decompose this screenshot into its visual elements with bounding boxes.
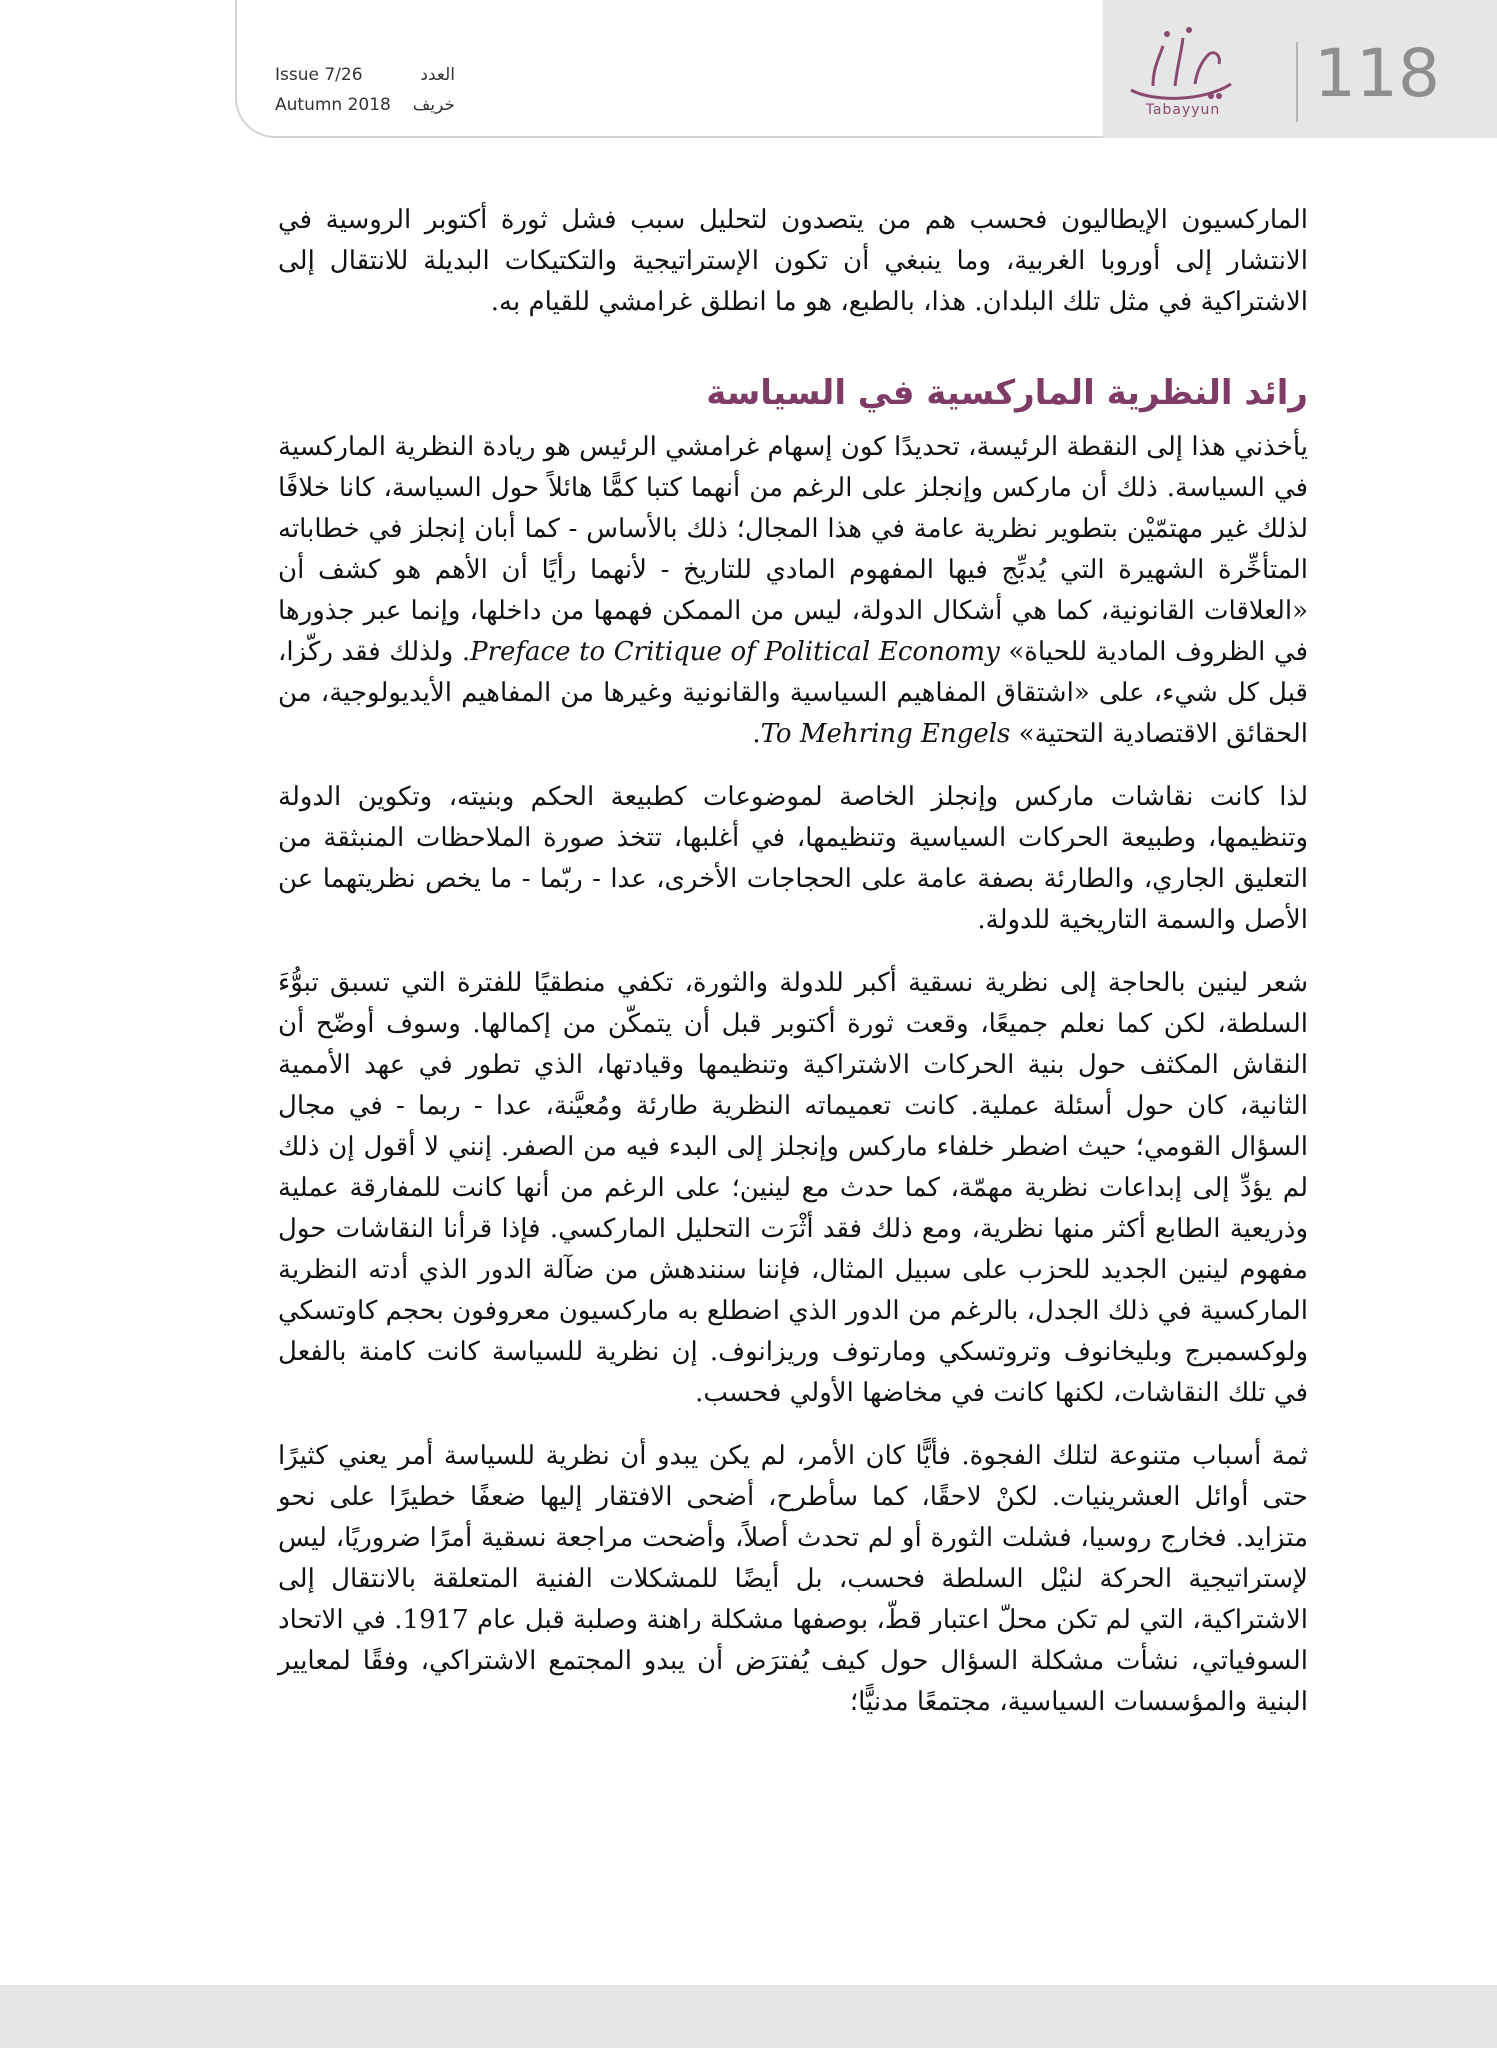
issue-row (275, 60, 455, 90)
article-body (278, 200, 1308, 1745)
intro-paragraph: الماركسيون الإيطاليون فحسب هم من يتصدون لتحليل سبب فشل ثورة أكتوبر الروسية في الانتشار إلى أوروبا الغربية، وما ينبغي أن تكون الإستراتيجية والتكتيكات البديلة للانتقال إلى الاشتراكية في مثل تلك البلدان. هذا، بالطبع، هو ما انطلق غرامشي للقيام به. (278, 205, 1308, 317)
paragraph-1-text: يأخذني هذا إلى النقطة الرئيسة، تحديدًا كون إسهام غرامشي الرئيس هو ريادة النظرية الماركسية في السياسة. ذلك أن ماركس وإنجلز على الرغم من أنهما كتبا كمًّا هائلاً حول السياسة، كانا خلافًا لذلك غير مهتمّيْن بتطوير نظرية عامة في هذا المجال؛ ذلك بالأساس - كما أبان إنجلز في خطاباته المتأخِّرة الشهيرة التي يُدبِّج فيها المفهوم المادي للتاريخ - لأنهما رأيًا أن الأهم هو كشف أن «العلاقات القانونية، كما هي أشكال الدولة، ليس من الممكن فهمها من داخلها، وإنما عبر جذورها في الظروف المادية للحياة» (278, 432, 1309, 667)
paragraph-1-end: . (752, 719, 761, 749)
paragraph-1-citation: Preface to Critique of Political Economy (470, 637, 1000, 667)
page-number-divider (1296, 42, 1298, 122)
tabayyun-logo-icon (1123, 24, 1243, 106)
page-number: 118 (1314, 35, 1440, 112)
paragraph-2: لذا كانت نقاشات ماركس وإنجلز الخاصة لموضوعات كطبيعة الحكم وبنيته، وتكوين الدولة وتنظيمها، وطبيعة الحركات السياسية وتنظيمها، في أغلبها، تتخذ صورة الملاحظات المنبثقة من التعليق الجاري، والطارئة بصفة عامة على الحجاجات الأخرى، عدا - ربّما - ما يخص نظريتهما عن الأصل والسمة التاريخية للدولة. (278, 782, 1308, 935)
season-label-ar: خريف (412, 95, 455, 115)
paragraph-1 (278, 427, 1308, 755)
issue-label: Issue 7/26 (275, 65, 363, 85)
issue-label-ar: العدد (420, 65, 455, 85)
logo-text: Tabayyun (1145, 102, 1221, 118)
paragraph-4: ثمة أسباب متنوعة لتلك الفجوة. فأيًّا كان الأمر، لم يكن يبدو أن نظرية للسياسة أمر يعني كثيرًا حتى أوائل العشرينيات. لكنْ لاحقًا، كما سأطرح، أضحى الافتقار إليها ضعفًا خطيرًا على نحو متزايد. فخارج روسيا، فشلت الثورة أو لم تحدث أصلاً، وأضحت مراجعة نسقية أمرًا ضروريًا، ليس لإستراتيجية الحركة لنيْل السلطة فحسب، بل أيضًا للمشكلات الفنية المتعلقة بالانتقال إلى الاشتراكية، التي لم تكن محلّ اعتبار قطّ، بوصفها مشكلة راهنة وصلبة قبل عام 1917. في الاتحاد السوفياتي، نشأت مشكلة السؤال حول كيف يُفترَض أن يبدو المجتمع الاشتراكي، وفقًا لمعايير البنية والمؤسسات السياسية، مجتمعًا مدنيًّا؛ (278, 1441, 1308, 1717)
journal-logo (1118, 24, 1248, 132)
paragraph-1-citation-2: To Mehring Engels (760, 719, 1011, 749)
issue-info (275, 60, 455, 120)
section-heading: رائد النظرية الماركسية في السياسة (706, 373, 1308, 413)
season-label: Autumn 2018 (275, 95, 391, 115)
paragraph-1-text-2: . ولذلك فقد ركّزا، قبل كل شيء، على «اشتقاق المفاهيم السياسية والقانونية وغيرها من المفاهيم الأيديولوجية، من الحقائق الاقتصادية التحتية» (278, 637, 1308, 749)
paragraph-3: شعر لينين بالحاجة إلى نظرية نسقية أكبر للدولة والثورة، تكفي منطقيًا للفترة التي تسبق تبوُّءَ السلطة، لكن كما نعلم جميعًا، وقعت ثورة أكتوبر قبل أن يتمكّن من إكمالها. وسوف أوضّح أن النقاش المكثف حول بنية الحركات الاشتراكية وتنظيمها وقيادتها، الذي تطور في عهد الأممية الثانية، كان حول أسئلة عملية. كانت تعميماته النظرية طارئة ومُعيَّنة، عدا - ربما - في مجال السؤال القومي؛ حيث اضطر خلفاء ماركس وإنجلز إلى البدء فيه من الصفر. إنني لا أقول إن ذلك لم يؤدِّ إلى إبداعات نظرية مهمّة، كما حدث مع لينين؛ على الرغم من أنها كانت للمفارقة عملية وذريعية الطابع أكثر منها نظرية، ومع ذلك فقد أثْرَت التحليل الماركسي. فإذا قرأنا النقاشات حول مفهوم لينين الجديد للحزب على سبيل المثال، فإننا سنندهش من ضآلة الدور الذي أدته النظرية الماركسية في ذلك الجدل، بالرغم من الدور الذي اضطلع به ماركسيون معروفون بحجم كاوتسكي ولوكسمبرج وبليخانوف وتروتسكي ومارتوف وريزانوف. إن نظرية للسياسة كانت كامنة بالفعل في تلك النقاشات، لكنها كانت في مخاضها الأولي فحسب. (278, 968, 1308, 1408)
footer-band (0, 1985, 1497, 2048)
season-row (275, 90, 455, 120)
